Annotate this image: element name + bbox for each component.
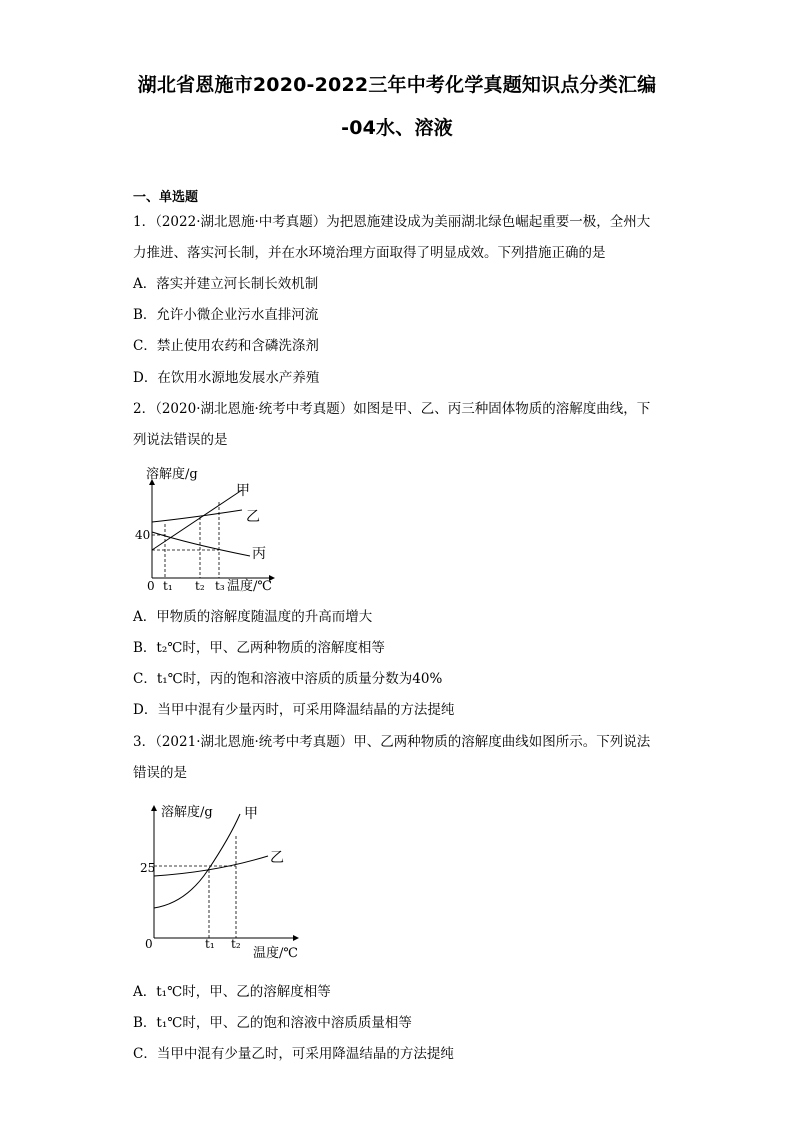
curve-jia bbox=[154, 814, 240, 908]
q2-option-d: D．当甲中混有少量丙时，可采用降温结晶的方法提纯 bbox=[133, 702, 455, 718]
q2-option-b: B．t₂℃时，甲、乙两种物质的溶解度相等 bbox=[133, 640, 385, 656]
curve-label-bing: 丙 bbox=[252, 546, 266, 562]
q1-stem-line-2: 力推进、落实河长制，并在水环境治理方面取得了明显成效。下列措施正确的是 bbox=[133, 245, 606, 261]
y-tick-label: 25 bbox=[140, 861, 156, 875]
q2-stem-line-2: 列说法错误的是 bbox=[133, 432, 228, 448]
q1-option-a: A．落实并建立河长制长效机制 bbox=[133, 276, 319, 292]
document-title-line-1: 湖北省恩施市2020-2022三年中考化学真题知识点分类汇编 bbox=[137, 74, 657, 96]
y-axis-label: 溶解度/g bbox=[146, 467, 198, 482]
x-axis-label: 温度/℃ bbox=[227, 579, 272, 594]
curve-bing bbox=[152, 532, 250, 556]
x-tick-t1: t₁ bbox=[163, 579, 173, 593]
q1-option-d: D．在饮用水源地发展水产养殖 bbox=[133, 370, 320, 386]
document-title-line-2: -04水、溶液 bbox=[341, 117, 453, 139]
q3-stem-line-1: 3．（2021·湖北恩施·统考中考真题）甲、乙两种物质的溶解度曲线如图所示。下列说法 bbox=[133, 734, 651, 750]
x-tick-t2: t₂ bbox=[195, 579, 205, 593]
curve-label-yi: 乙 bbox=[246, 509, 260, 525]
q2-option-c: C．t₁℃时，丙的饱和溶液中溶质的质量分数为40% bbox=[133, 671, 443, 687]
q3-option-b: B．t₁℃时，甲、乙的饱和溶液中溶质质量相等 bbox=[133, 1015, 412, 1031]
q3-option-c: C．当甲中混有少量乙时，可采用降温结晶的方法提纯 bbox=[133, 1046, 454, 1062]
x-tick-t2: t₂ bbox=[231, 937, 241, 951]
curve-label-jia: 甲 bbox=[236, 483, 250, 499]
curve-label-jia: 甲 bbox=[244, 806, 258, 822]
solubility-curve-figure-q3 bbox=[136, 798, 306, 964]
curve-label-yi: 乙 bbox=[270, 850, 284, 866]
curve-jia bbox=[152, 490, 242, 550]
x-tick-t1: t₁ bbox=[205, 937, 215, 951]
q1-option-c: C．禁止使用农药和含磷洗涤剂 bbox=[133, 338, 319, 354]
origin-label: 0 bbox=[147, 579, 155, 593]
q3-stem-line-2: 错误的是 bbox=[133, 765, 187, 781]
q3-option-a: A．t₁℃时，甲、乙的溶解度相等 bbox=[133, 984, 331, 1000]
y-tick-label: 40 bbox=[135, 528, 151, 542]
q1-option-b: B．允许小微企业污水直排河流 bbox=[133, 307, 319, 323]
q2-option-a: A．甲物质的溶解度随温度的升高而增大 bbox=[133, 609, 373, 625]
section-heading: 一、单选题 bbox=[133, 190, 199, 205]
x-axis-label: 温度/℃ bbox=[253, 946, 298, 961]
origin-label: 0 bbox=[145, 937, 153, 951]
y-axis-label: 溶解度/g bbox=[161, 805, 213, 820]
q1-stem-line-1: 1．（2022·湖北恩施·中考真题）为把恩施建设成为美丽湖北绿色崛起重要一极，全州大 bbox=[133, 214, 651, 230]
q2-stem-line-1: 2．（2020·湖北恩施·统考中考真题）如图是甲、乙、丙三种固体物质的溶解度曲线，下 bbox=[133, 401, 651, 417]
x-tick-t3: t₃ bbox=[215, 579, 225, 593]
solubility-curve-figure-q2 bbox=[130, 462, 290, 598]
